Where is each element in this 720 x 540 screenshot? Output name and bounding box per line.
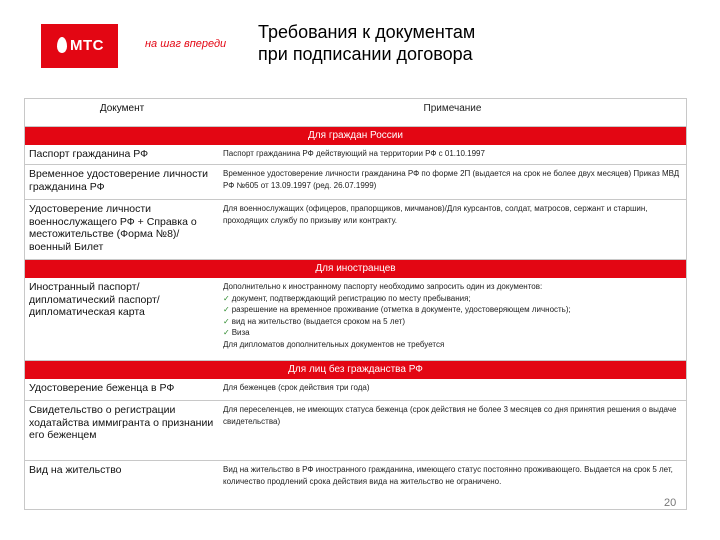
row-document: Удостоверение беженца в РФ (29, 382, 175, 394)
header-document: Документ (99, 103, 145, 114)
egg-icon (57, 37, 67, 53)
row-document: Временное удостоверение личности гражданина РФ (29, 168, 209, 193)
row-document: Иностранный паспорт/дипломатический паспорт/дипломатическая карта (29, 281, 160, 318)
row-note (219, 278, 686, 360)
page-number: 20 (664, 497, 677, 509)
table-row (25, 461, 686, 509)
row-document: Свидетельство о регистрации ходатайства иммигранта о признании его беженцем (29, 404, 214, 441)
mts-logo (41, 24, 118, 68)
row-note: Временное удостоверение личности гражданина РФ по форме 2П (выдается на срок не более двух месяцев) Приказ МВД РФ №605 от 13.09.1997 (ред. 26.07.1999) (223, 169, 680, 190)
note-line: вид на жительство (выдается сроком на 5 лет) (231, 316, 406, 326)
row-document: Вид на жительство (29, 464, 122, 476)
section-band-foreigners: Для иностранцев (25, 260, 686, 278)
row-document: Паспорт гражданина РФ (29, 148, 149, 160)
note-check-item (223, 293, 682, 305)
section-band-stateless: Для лиц без гражданства РФ (25, 361, 686, 379)
table-row (25, 200, 686, 260)
table-row (25, 379, 686, 401)
row-note: Для беженцев (срок действия три года) (223, 383, 370, 392)
note-line: разрешение на временное проживание (отметка в документе, удостоверяющем личность); (231, 305, 571, 314)
logo-slogan: на шаг впереди (145, 38, 227, 50)
requirements-table (24, 98, 687, 510)
note-line: Дополнительно к иностранному паспорту необходимо запросить один из документов: (223, 282, 543, 291)
row-note: Для переселенцев, не имеющих статуса беженца (срок действия не более 3 месяцев со дня принятия решения о выдаче свидетельства) (223, 405, 677, 426)
row-document: Удостоверение личности военнослужащего РФ + Справка о местожительстве (Форма №8)/ военный Билет (29, 203, 197, 253)
table-row (25, 165, 686, 200)
header-note: Примечание (423, 103, 482, 114)
note-check-item (223, 304, 682, 316)
table-header-row (25, 99, 686, 127)
logo-brand-text: МТС (70, 37, 104, 54)
table-row (25, 401, 686, 461)
note-check-item (223, 327, 682, 339)
section-band-russian-citizens: Для граждан России (25, 127, 686, 145)
note-line: документ, подтверждающий регистрацию по месту пребывания; (231, 293, 471, 303)
checkmark-icon: ✓ (223, 328, 230, 337)
checkmark-icon: ✓ (223, 293, 230, 303)
table-row (25, 145, 686, 165)
row-note: Для военнослужащих (офицеров, прапорщиков, мичманов)/Для курсантов, солдат, матросов, сержант и старшин, проходящих службу по призыву или контракту. (223, 204, 648, 225)
note-line: Виза (231, 328, 250, 337)
page-title (258, 21, 578, 65)
title-line-1: Требования к документам (258, 22, 476, 42)
note-line: Для дипломатов дополнительных документов не требуется (223, 339, 445, 349)
note-check-item (223, 316, 682, 328)
checkmark-icon: ✓ (223, 305, 230, 314)
checkmark-icon: ✓ (223, 316, 230, 326)
row-note: Паспорт гражданина РФ действующий на территории РФ с 01.10.1997 (223, 149, 485, 158)
title-line-2: при подписании договора (258, 44, 473, 64)
row-note: Вид на жительство в РФ иностранного гражданина, имеющего статус постоянно проживающего. Выдается на срок 5 лет, количество продлений срока действия вида на жительство не ограничено. (223, 465, 673, 486)
table-row (25, 278, 686, 361)
